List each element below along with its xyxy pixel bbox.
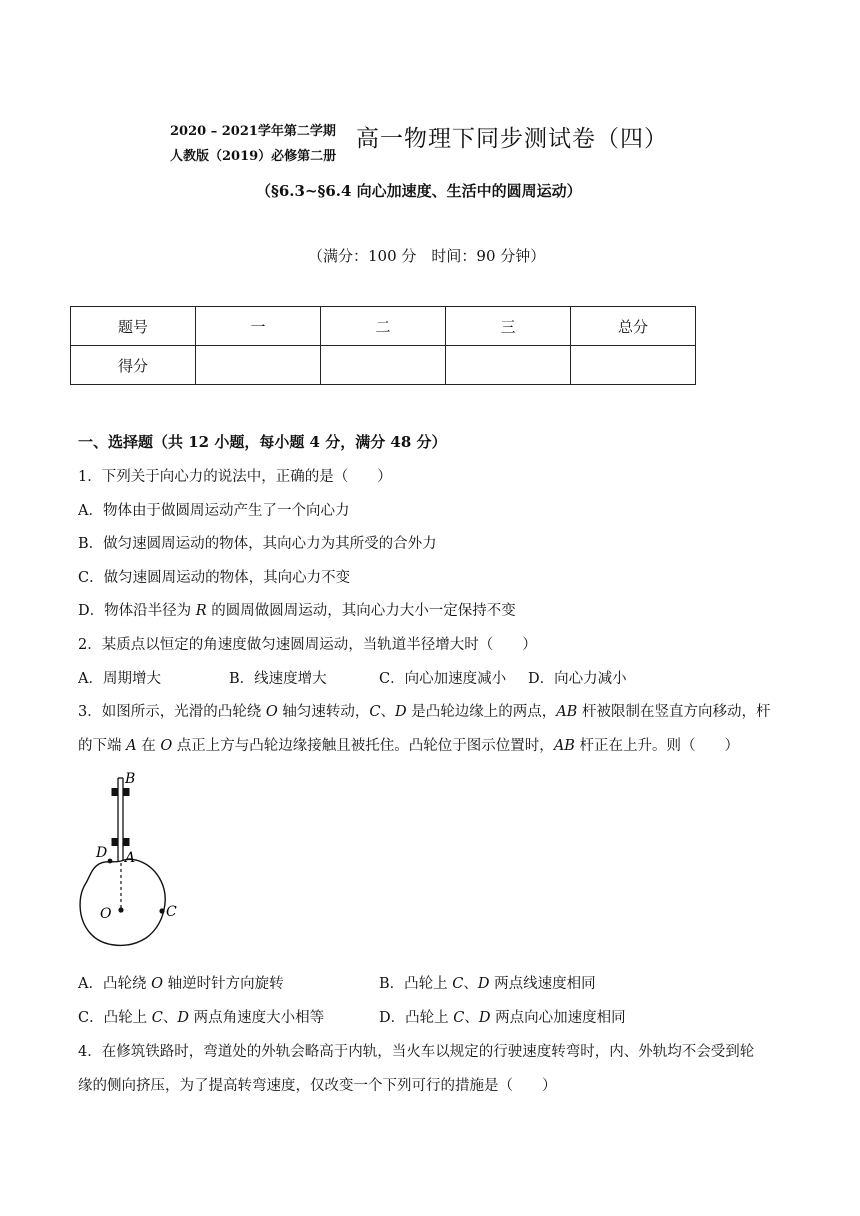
score-header-cell: 总分 — [571, 307, 696, 346]
cam-outline — [80, 859, 165, 945]
label-a: A — [125, 850, 136, 866]
question-4-stem-line2: 缘的侧向挤压，为了提高转弯速度，仅改变一个下列可行的措施是（ ） — [78, 1078, 557, 1094]
year-line: 2020 – 2021学年第二学期 — [170, 124, 336, 139]
guide-block — [124, 788, 130, 796]
label-b: B — [125, 771, 136, 787]
question-2-option-b: B．线速度增大 — [229, 671, 327, 687]
score-input-cell[interactable] — [196, 346, 321, 385]
score-row-label: 得分 — [71, 346, 196, 385]
question-3-option-c: C．凸轮上 C、D 两点角速度大小相等 — [78, 1010, 325, 1026]
question-1-option-d: D．物体沿半径为 R 的圆周做圆周运动，其向心力大小一定保持不变 — [78, 603, 516, 619]
score-input-cell[interactable] — [446, 346, 571, 385]
question-2-option-a: A．周期增大 — [78, 671, 161, 687]
question-2-stem: 2．某质点以恒定的角速度做匀速圆周运动，当轨道半径增大时（ ） — [78, 637, 537, 653]
point-o — [118, 907, 123, 912]
edition-line: 人教版（2019）必修第二册 — [170, 149, 337, 164]
question-3-stem-line2: 的下端 A 在 O 点正上方与凸轮边缘接触且被托住。凸轮位于图示位置时，AB 杆正在上升。则（ ） — [78, 738, 740, 754]
section-title: 一、选择题（共 12 小题，每小题 4 分，满分 48 分） — [78, 433, 447, 451]
question-2-option-d: D．向心力减小 — [528, 671, 627, 687]
score-header-cell: 一 — [196, 307, 321, 346]
question-1-option-c: C．做匀速圆周运动的物体，其向心力不变 — [78, 570, 351, 586]
score-header-cell: 二 — [321, 307, 446, 346]
guide-block — [124, 838, 130, 846]
score-input-cell[interactable] — [571, 346, 696, 385]
score-table-header-row — [71, 307, 696, 346]
question-1-stem: 1．下列关于向心力的说法中，正确的是（ ） — [78, 469, 392, 485]
exam-meta: （满分：100 分 时间：90 分钟） — [308, 247, 546, 265]
cam-figure — [74, 768, 194, 958]
label-c: C — [166, 904, 177, 920]
page-subtitle: （§6.3~§6.4 向心加速度、生活中的圆周运动） — [256, 182, 582, 200]
question-3-stem-line1: 3．如图所示，光滑的凸轮绕 O 轴匀速转动，C、D 是凸轮边缘上的两点，AB 杆被限制在竖直方向移动，杆 — [78, 704, 771, 720]
score-table-score-row — [71, 346, 696, 385]
question-3-option-b: B．凸轮上 C、D 两点线速度相同 — [379, 976, 596, 992]
question-2-option-c: C．向心加速度减小 — [379, 671, 507, 687]
question-1-option-a: A．物体由于做圆周运动产生了一个向心力 — [78, 503, 350, 519]
score-header-cell: 题号 — [71, 307, 196, 346]
guide-block — [112, 838, 118, 846]
score-input-cell[interactable] — [321, 346, 446, 385]
label-d: D — [96, 845, 108, 861]
label-o: O — [100, 906, 112, 922]
score-header-cell: 三 — [446, 307, 571, 346]
question-4-stem-line1: 4．在修筑铁路时，弯道处的外轨会略高于内轨，当火车以规定的行驶速度转弯时，内、外轨均不会受到轮 — [78, 1044, 755, 1060]
question-1-option-b: B．做匀速圆周运动的物体，其向心力为其所受的合外力 — [78, 536, 437, 552]
point-d — [108, 859, 113, 864]
question-3-option-d: D．凸轮上 C、D 两点向心加速度相同 — [379, 1010, 626, 1026]
question-3-option-a: A．凸轮绕 O 轴逆时针方向旋转 — [78, 976, 284, 992]
score-table — [70, 306, 696, 385]
guide-block — [112, 788, 118, 796]
point-c — [159, 908, 164, 913]
page-title: 高一物理下同步测试卷（四） — [356, 126, 668, 152]
